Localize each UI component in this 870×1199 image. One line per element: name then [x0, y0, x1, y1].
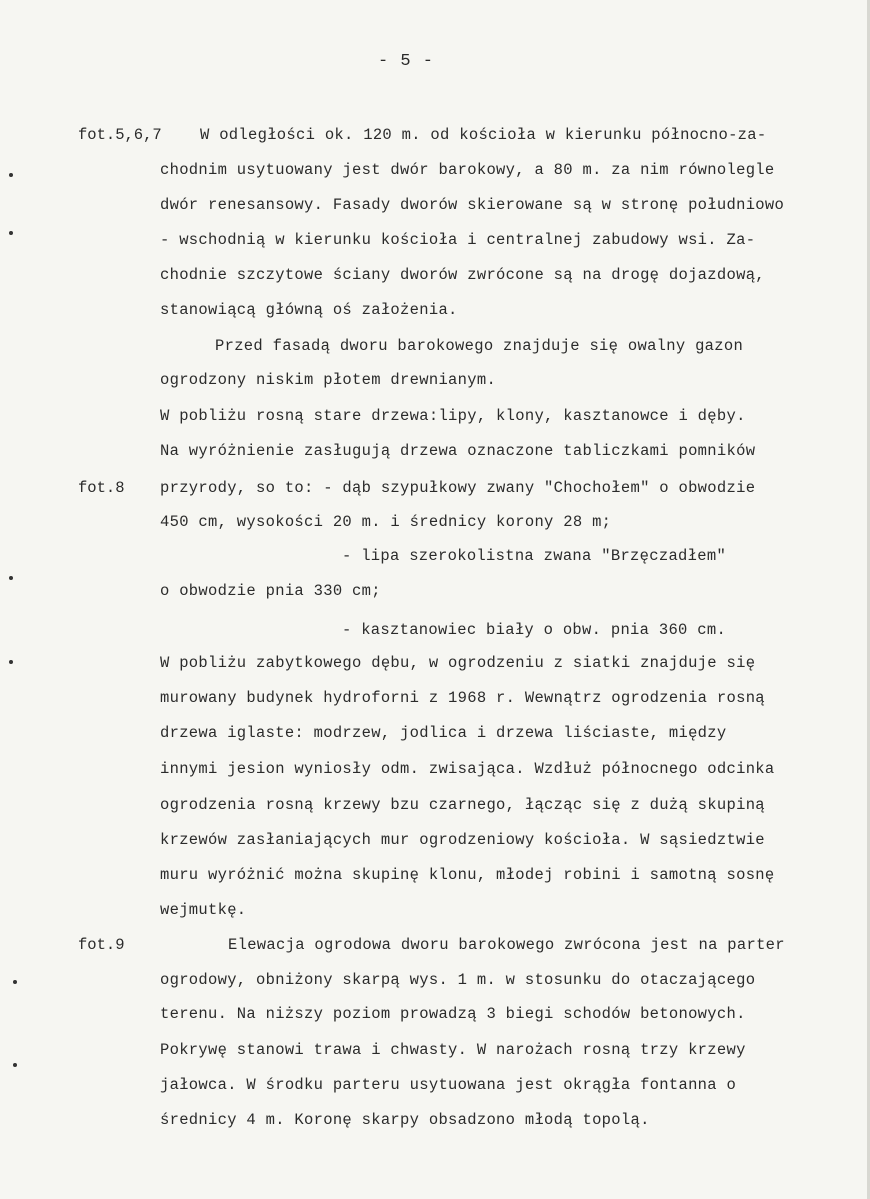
text-line: ogrodzenia rosną krzewy bzu czarnego, łącząc się z dużą skupiną	[160, 796, 765, 814]
text-line: Elewacja ogrodowa dworu barokowego zwrócona jest na parter	[228, 936, 785, 954]
punch-hole-mark	[9, 231, 13, 235]
photo-reference-label: fot.9	[78, 936, 125, 954]
text-line: drzewa iglaste: modrzew, jodlica i drzewa liściaste, między	[160, 724, 727, 742]
text-line: chodnie szczytowe ściany dworów zwrócone są na drogę dojazdową,	[160, 266, 765, 284]
punch-hole-mark	[9, 173, 13, 177]
text-line: stanowiącą główną oś założenia.	[160, 301, 458, 319]
text-line: krzewów zasłaniających mur ogrodzeniowy kościoła. W sąsiedztwie	[160, 831, 765, 849]
punch-hole-mark	[9, 576, 13, 580]
text-line: innymi jesion wyniosły odm. zwisająca. Wzdłuż północnego odcinka	[160, 760, 775, 778]
text-line: muru wyróżnić można skupinę klonu, młodej robini i samotną sosnę	[160, 866, 775, 884]
page-number: - 5 -	[378, 52, 435, 71]
text-line: Przed fasadą dworu barokowego znajduje się owalny gazon	[215, 337, 744, 355]
text-line: - lipa szerokolistna zwana "Brzęczadłem"	[342, 547, 727, 565]
text-line: W pobliżu rosną stare drzewa:lipy, klony, kasztanowce i dęby.	[160, 407, 746, 425]
punch-hole-mark	[13, 980, 17, 984]
photo-reference-label: fot.8	[78, 479, 125, 497]
text-line: dwór renesansowy. Fasady dworów skierowane są w stronę południowo	[160, 196, 785, 214]
text-line: W pobliżu zabytkowego dębu, w ogrodzeniu z siatki znajduje się	[160, 654, 756, 672]
text-line: chodnim usytuowany jest dwór barokowy, a 80 m. za nim równolegle	[160, 161, 775, 179]
text-line: 450 cm, wysokości 20 m. i średnicy korony 28 m;	[160, 513, 612, 531]
text-line: murowany budynek hydroforni z 1968 r. Wewnątrz ogrodzenia rosną	[160, 689, 765, 707]
text-line: jałowca. W środku parteru usytuowana jest okrągła fontanna o	[160, 1076, 737, 1094]
text-line: - wschodnią w kierunku kościoła i centralnej zabudowy wsi. Za-	[160, 231, 756, 249]
text-line: średnicy 4 m. Koronę skarpy obsadzono młodą topolą.	[160, 1111, 650, 1129]
punch-hole-mark	[13, 1063, 17, 1067]
text-line: ogrodowy, obniżony skarpą wys. 1 m. w stosunku do otaczającego	[160, 971, 756, 989]
text-line: - kasztanowiec biały o obw. pnia 360 cm.	[342, 621, 727, 639]
text-line: wejmutkę.	[160, 901, 247, 919]
text-line: przyrody, so to: - dąb szypułkowy zwany "Chochołem" o obwodzie	[160, 479, 756, 497]
text-line: Na wyróżnienie zasługują drzewa oznaczone tabliczkami pomników	[160, 442, 756, 460]
text-line: W odległości ok. 120 m. od kościoła w kierunku północno-za-	[200, 126, 767, 144]
photo-reference-label: fot.5,6,7	[78, 126, 162, 144]
text-line: ogrodzony niskim płotem drewnianym.	[160, 371, 497, 389]
text-line: terenu. Na niższy poziom prowadzą 3 biegi schodów betonowych.	[160, 1005, 746, 1023]
text-line: o obwodzie pnia 330 cm;	[160, 582, 381, 600]
punch-hole-mark	[9, 660, 13, 664]
text-line: Pokrywę stanowi trawa i chwasty. W narożach rosną trzy krzewy	[160, 1041, 746, 1059]
